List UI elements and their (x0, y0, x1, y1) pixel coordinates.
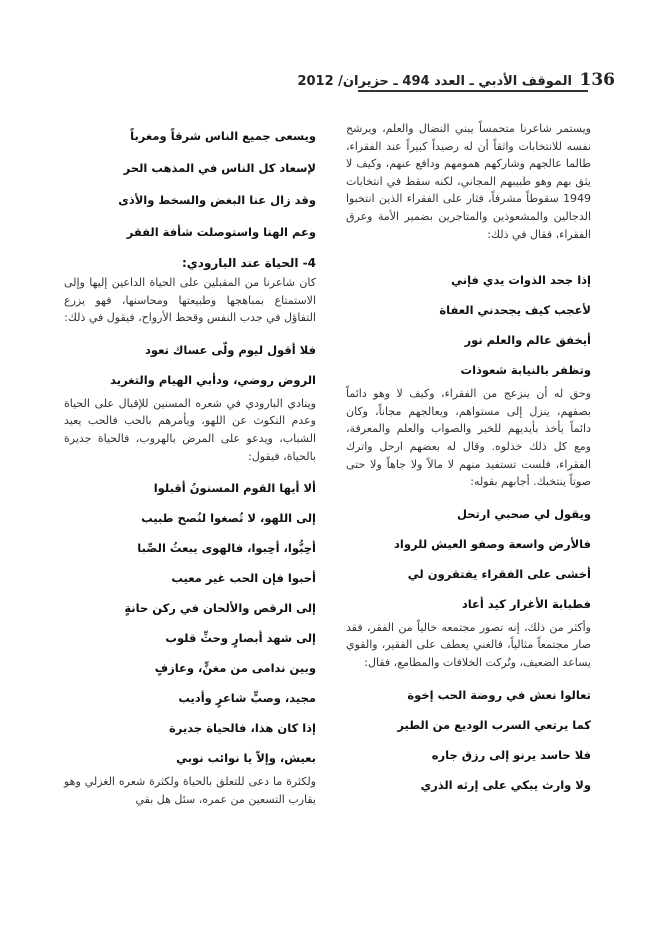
verse-line: وتظفر بالنيابة شعوذات (460, 363, 591, 378)
page-number: 136 (579, 70, 615, 90)
verse-line: ويسعى جميع الناس شرقاً ومغرباً (130, 129, 316, 143)
verse-line: أيخفق عالم والعلم نور (464, 333, 591, 348)
verse-line: ولا وارث يبكي على إرثه الذري (420, 777, 591, 792)
verse-line: الروض روضي، ودأبي الهيام والتغريد (110, 372, 316, 387)
verse-line: ألا أيها القوم المسنونُ أقبلوا (153, 481, 316, 496)
verse-line: لأعجب كيف يجحدني العفاة (439, 303, 591, 318)
verse-line: فلا حاسد يرنو إلى رزق جاره (431, 747, 591, 762)
paragraph: ولكثرة ما دعى للتعلق بالحياة ولكثرة شعره الغزلي وهو يقارب التسعين من عمره، سئل هل بقي (64, 775, 316, 806)
paragraph: وأكثر من ذلك، إنه تصور مجتمعه خالياً من الفقر، فقد صار مجتمعاً مثالياً، فالغني يعطف على الفقير، والقوي يساعد الضعيف، وتُركت الخلافات والمطامع، فقال: (346, 620, 591, 669)
verse-line: ويقول لي صحبي ارتحل (456, 506, 591, 521)
section-heading: 4- الحياة عند البارودي: (181, 256, 316, 270)
verse-line: أخشى على الفقراء يفتقرون لي (407, 566, 591, 581)
verse-line: بعيش، وإلاّ يا نوائب نوبي (176, 751, 316, 766)
verse-line: تعالوا نعش في روضة الحب إخوة (407, 687, 591, 702)
paragraph: كان شاعرنا من المقبلين على الحياة الداعين إليها وإلى الاستمتاع بمباهجها وطبيعتها ومحاسنها، فهو يزرع التفاؤل في جدب النفس وقحط الأرواح، فيقول في ذلك: (64, 276, 316, 325)
verse-line: وبين ندامى من مغنٍّ، وعازفٍ (154, 661, 316, 676)
verse-line: فالأرض واسعة وصفو العيش للرواد (394, 536, 591, 551)
verse-line: وعم الهنا واستوصلت شأفة الفقر (126, 225, 316, 239)
running-title: الموقف الأدبي ـ العدد 494 ـ حزيران/ 2012 (297, 74, 572, 89)
verse-line: إلى الرقص والألحان في ركن حانةٍ (124, 601, 316, 616)
verse-line: أحبوا فإن الحب غير معيب (171, 571, 316, 586)
verse-line: فطبابة الأغرار كيد أعاد (461, 596, 591, 611)
page-header (0, 66, 661, 100)
verse-line: وقد زال عنا البغض والسخط والأذى (118, 193, 316, 207)
verse-line: كما يرتعي السرب الوديع من الطير (397, 717, 591, 732)
left-column (64, 120, 316, 816)
verse-line: إذا جحد الذوات يدي فإني (451, 273, 591, 288)
header-rule (358, 90, 588, 92)
verse-line: إلى شهد أبصارٍ وحثِّ قلوب (165, 631, 316, 646)
verse-line: إلى اللهو، لا تُصغوا لنُصح طبيب (141, 511, 316, 526)
verse-line: مجيد، وصبٍّ شاعرٍ وأديب (178, 691, 316, 706)
paragraph: ويستمر شاعرنا متحمساً يبني النضال والعلم، ويرشح نفسه للانتخابات واثقاً أن له رصيداً كبيراً عند الفقراء، طالما عالجهم وشاركهم همومهم ودافع عنهم، وكيف لا يثق بهم وهو طبيبهم المجاني، لكنه سقط في انتخابات 1949 سقوطاً مشرفاً، فثار على الفقراء الذين انتخبوا الدجالين والمشعوذين والمتاجرين بضمير الأمة وعرق الفقراء، فقال في ذلك: (346, 122, 591, 241)
verse-line: إذا كان هذا، فالحياة جديرة (169, 721, 316, 736)
right-column (346, 120, 591, 800)
verse-line: فلا أقول ليوم ولّى عساك تعود (144, 342, 316, 357)
verse-line: أحِبُّوا، أحِبوا، فالهوى يبعثُ الصِّبا (137, 541, 316, 556)
verse-line: لإسعاد كل الناس في المذهب الحر (123, 161, 316, 175)
paragraph: وحق له أن ينزعج من الفقراء، وكيف لا وهو دائماً بصفهم، ينزل إلى مستواهم، ويعالجهم مجاناً، وكان دائماً يأخذ بأيديهم للخير والصواب والعلم والمعرفة، ومع كل ذلك خذلوه. وقال له بعضهم ارحل واترك الفقراء، فلست تستفيد منهم لا مالاً ولا جاهاً ولا حتى صوتاً ينتخبك. أجابهم بقوله: (346, 387, 591, 489)
paragraph: وينادي البارودي في شعره المسنين للإقبال على الحياة وعدم النكوث عن اللهو، ويأمرهم بالحب فالحب يعيد الشباب، ويدعو على المرض بالهروب، فالحياة جديرة بالحياة، فيقول: (64, 396, 316, 463)
